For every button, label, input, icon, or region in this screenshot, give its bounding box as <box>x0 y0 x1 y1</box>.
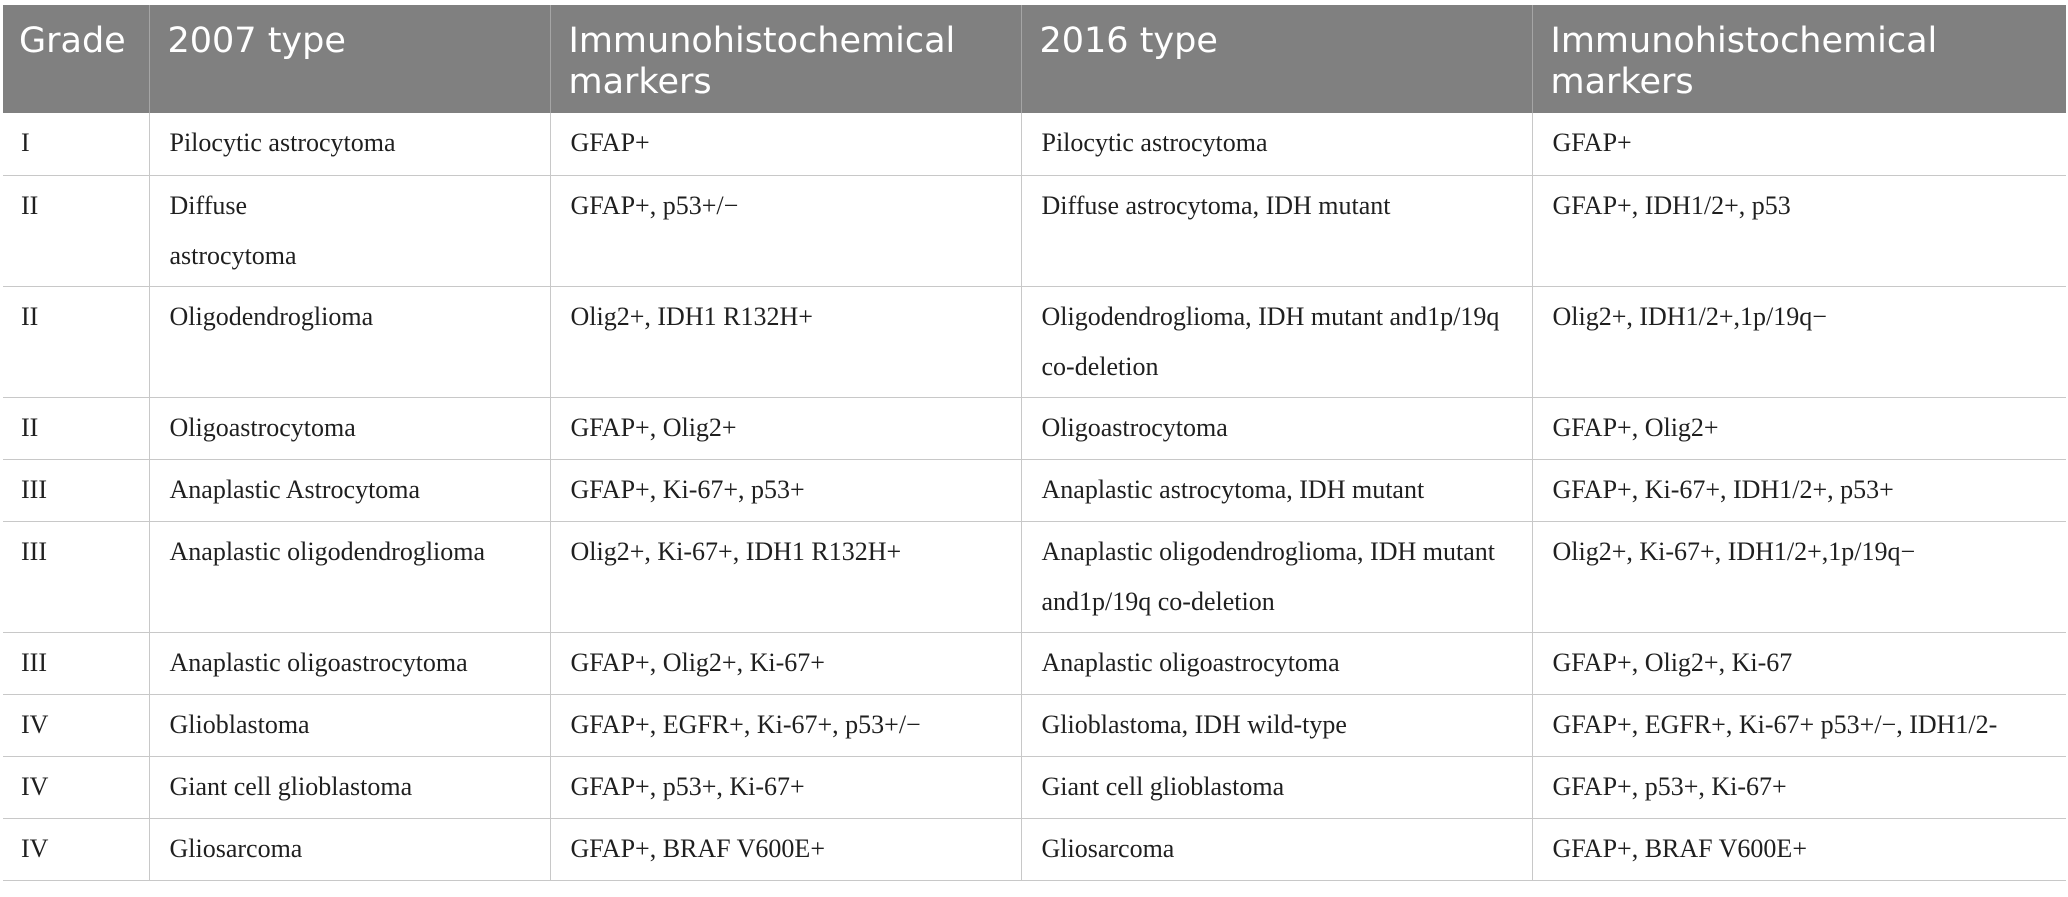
cell-text: Anaplastic astrocytoma, IDH mutant <box>1041 474 1425 504</box>
header-2016-type: 2016 type <box>1021 5 1532 113</box>
cell-text: GFAP+, Ki-67+, IDH1/2+, p53+ <box>1552 474 1894 504</box>
cell-2007-markers <box>550 818 1021 880</box>
cell-2007-markers <box>550 632 1021 694</box>
header-2007-type: 2007 type <box>149 5 550 113</box>
cell-text: Oligoastrocytoma <box>1041 412 1228 442</box>
table-row <box>3 694 2066 756</box>
cell-2016-markers <box>1532 286 2066 397</box>
cell-2007-type <box>149 521 550 632</box>
cell-text: GFAP+, BRAF V600E+ <box>570 833 825 863</box>
cell-text: Olig2+, IDH1 R132H+ <box>570 301 813 331</box>
cell-2016-type <box>1021 286 1532 397</box>
header-grade: Grade <box>3 5 149 113</box>
cell-text: GFAP+, Olig2+ <box>1552 412 1719 442</box>
cell-2016-markers <box>1532 694 2066 756</box>
cell-text: Giant cell glioblastoma <box>1041 771 1285 801</box>
cell-2007-type <box>149 397 550 459</box>
cell-text: Oligodendroglioma <box>169 301 374 331</box>
table-row <box>3 632 2066 694</box>
cell-text: GFAP+, IDH1/2+, p53 <box>1552 190 1791 220</box>
cell-text: Pilocytic astrocytoma <box>1041 128 1268 157</box>
cell-text: GFAP+, BRAF V600E+ <box>1552 833 1807 863</box>
cell-text: III <box>21 536 47 566</box>
cell-2007-type <box>149 175 550 286</box>
cell-2016-type <box>1021 113 1532 175</box>
table-row <box>3 818 2066 880</box>
cell-grade <box>3 459 149 521</box>
cell-2016-markers <box>1532 113 2066 175</box>
header-2016-markers: Immunohistochemical markers <box>1532 5 2066 113</box>
cell-2007-markers <box>550 756 1021 818</box>
cell-2016-type <box>1021 632 1532 694</box>
cell-text: Pilocytic astrocytoma <box>169 128 396 157</box>
cell-text: Olig2+, IDH1/2+,1p/19q− <box>1552 301 1827 331</box>
cell-text: GFAP+ <box>570 128 650 157</box>
cell-text: GFAP+, p53+, Ki-67+ <box>570 771 805 801</box>
cell-text: Anaplastic oligoastrocytoma <box>169 647 468 677</box>
cell-2016-type <box>1021 756 1532 818</box>
cell-text: Anaplastic oligoastrocytoma <box>1041 647 1340 677</box>
cell-text: GFAP+, Olig2+ <box>570 412 737 442</box>
cell-text: Gliosarcoma <box>1041 833 1175 863</box>
cell-2016-markers <box>1532 521 2066 632</box>
table-row <box>3 113 2066 175</box>
cell-text: Glioblastoma, IDH wild-type <box>1041 709 1347 739</box>
cell-text: Diffuse astrocytoma <box>169 190 297 270</box>
cell-grade <box>3 397 149 459</box>
cell-text: GFAP+, p53+, Ki-67+ <box>1552 771 1787 801</box>
cell-text: Diffuse astrocytoma, IDH mutant <box>1041 190 1391 220</box>
cell-2007-markers <box>550 113 1021 175</box>
table-row <box>3 756 2066 818</box>
table-row <box>3 286 2066 397</box>
cell-2016-type <box>1021 175 1532 286</box>
cell-text: IV <box>21 709 49 739</box>
cell-grade <box>3 632 149 694</box>
cell-2007-markers <box>550 521 1021 632</box>
cell-2007-markers <box>550 175 1021 286</box>
cell-text: Anaplastic oligodendroglioma <box>169 536 486 566</box>
cell-2007-markers <box>550 459 1021 521</box>
cell-2007-markers <box>550 286 1021 397</box>
cell-text: IV <box>21 833 49 863</box>
cell-text: Oligodendroglioma, IDH mutant and1p/19q co-deletion <box>1041 301 1500 381</box>
table-row <box>3 175 2066 286</box>
cell-2016-markers <box>1532 175 2066 286</box>
cell-text: II <box>21 190 39 220</box>
cell-text: III <box>21 474 47 504</box>
cell-2007-type <box>149 756 550 818</box>
cell-text: II <box>21 412 39 442</box>
cell-2007-markers <box>550 694 1021 756</box>
cell-2007-type <box>149 459 550 521</box>
cell-text: Oligoastrocytoma <box>169 412 356 442</box>
cell-text: III <box>21 647 47 677</box>
cell-grade <box>3 175 149 286</box>
cell-text: Olig2+, Ki-67+, IDH1 R132H+ <box>570 536 902 566</box>
cell-text: Olig2+, Ki-67+, IDH1/2+,1p/19q− <box>1552 536 1916 566</box>
cell-text: I <box>21 128 30 157</box>
cell-grade <box>3 818 149 880</box>
cell-text: GFAP+, EGFR+, Ki-67+, p53+/− <box>570 709 921 739</box>
cell-2016-type <box>1021 521 1532 632</box>
cell-text: GFAP+, Olig2+, Ki-67 <box>1552 647 1793 677</box>
cell-grade <box>3 286 149 397</box>
cell-2016-markers <box>1532 459 2066 521</box>
cell-2016-type <box>1021 397 1532 459</box>
cell-grade <box>3 756 149 818</box>
cell-2016-markers <box>1532 397 2066 459</box>
cell-2007-type <box>149 113 550 175</box>
cell-2007-type <box>149 286 550 397</box>
cell-2016-type <box>1021 818 1532 880</box>
cell-text: GFAP+, Ki-67+, p53+ <box>570 474 805 504</box>
cell-text: GFAP+ <box>1552 128 1632 157</box>
cell-text: Gliosarcoma <box>169 833 303 863</box>
header-2007-markers: Immunohistochemical markers <box>550 5 1021 113</box>
header-row <box>3 5 2066 113</box>
cell-text: GFAP+, p53+/− <box>570 190 739 220</box>
cell-2007-type <box>149 818 550 880</box>
cell-text: GFAP+, EGFR+, Ki-67+ p53+/−, IDH1/2- <box>1552 709 1998 739</box>
table-body <box>3 113 2066 880</box>
cell-2016-markers <box>1532 756 2066 818</box>
table-row <box>3 397 2066 459</box>
cell-2016-type <box>1021 459 1532 521</box>
cell-grade <box>3 521 149 632</box>
cell-grade <box>3 694 149 756</box>
table-row <box>3 521 2066 632</box>
tumor-classification-table <box>3 5 2066 881</box>
cell-text: GFAP+, Olig2+, Ki-67+ <box>570 647 825 677</box>
cell-2007-markers <box>550 397 1021 459</box>
cell-2007-type <box>149 632 550 694</box>
cell-text: Giant cell glioblastoma <box>169 771 413 801</box>
tumor-classification-table-container <box>3 5 2066 881</box>
cell-2007-type <box>149 694 550 756</box>
cell-2016-type <box>1021 694 1532 756</box>
cell-text: IV <box>21 771 49 801</box>
table-header <box>3 5 2066 113</box>
table-row <box>3 459 2066 521</box>
cell-text: Anaplastic Astrocytoma <box>169 474 421 504</box>
cell-2016-markers <box>1532 632 2066 694</box>
cell-2016-markers <box>1532 818 2066 880</box>
cell-text: Anaplastic oligodendroglioma, IDH mutant and1p/19q co-deletion <box>1041 536 1495 616</box>
cell-grade <box>3 113 149 175</box>
cell-text: Glioblastoma <box>169 709 310 739</box>
cell-text: II <box>21 301 39 331</box>
